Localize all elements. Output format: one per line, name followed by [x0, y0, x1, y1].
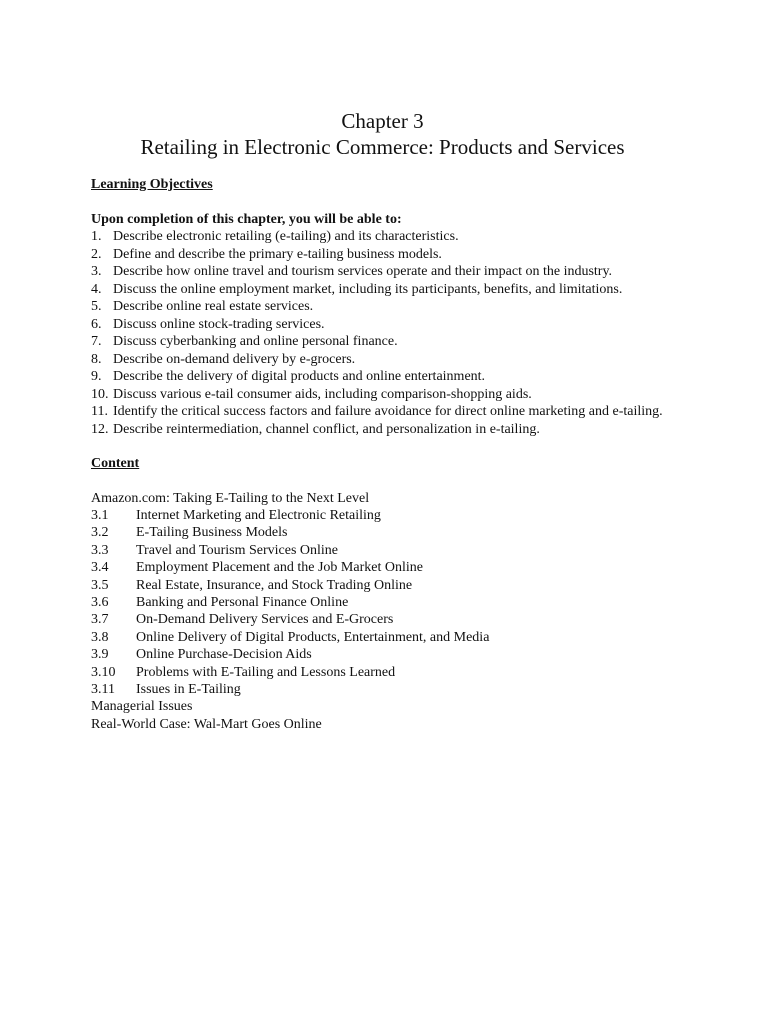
section-title: Internet Marketing and Electronic Retailing: [136, 507, 381, 523]
section-number: 3.2: [91, 525, 109, 541]
section-number: 3.6: [91, 594, 109, 610]
toc-sections: [91, 507, 679, 698]
toc-section-row: [91, 559, 679, 576]
section-title: E-Tailing Business Models: [136, 525, 288, 541]
closing-item: Managerial Issues: [91, 699, 193, 715]
section-number: 3.11: [91, 681, 115, 697]
objective-text: Discuss the online employment market, including its participants, benefits, and limitations.: [113, 281, 623, 297]
objective-text: Describe online real estate services.: [113, 299, 314, 314]
objective-item: [91, 351, 679, 369]
objective-text: Describe how online travel and tourism services operate and their impact on the industry.: [113, 264, 613, 279]
toc-section-row: [91, 611, 679, 628]
section-title: Real Estate, Insurance, and Stock Trading Online: [136, 577, 413, 593]
objective-text: Define and describe the primary e-tailing business models.: [113, 246, 442, 262]
title-block: [86, 108, 679, 160]
opening-case: Amazon.com: Taking E-Tailing to the Next Level: [91, 490, 370, 506]
section-number: 3.8: [91, 629, 109, 645]
content-list: [91, 490, 679, 734]
section-number: 3.10: [91, 664, 116, 680]
section-title: Travel and Tourism Services Online: [136, 542, 338, 558]
objective-number: 11.: [91, 404, 108, 419]
objective-number: 10.: [91, 386, 109, 402]
objective-number: 8.: [91, 351, 102, 367]
toc-section-row: [91, 577, 679, 594]
content-heading: Content: [91, 456, 140, 471]
toc-section-row: [91, 646, 679, 663]
objective-text: Discuss cyberbanking and online personal finance.: [113, 334, 398, 349]
section-number: 3.3: [91, 542, 109, 558]
objective-item: [91, 228, 679, 246]
objective-item: [91, 333, 679, 351]
document-page: [91, 108, 679, 733]
objective-text: Discuss online stock-trading services.: [113, 316, 325, 332]
learning-objectives-heading: Learning Objectives: [91, 177, 213, 192]
objectives-intro: Upon completion of this chapter, you will be able to:: [91, 211, 402, 227]
toc-closing: [91, 698, 679, 733]
objective-number: 3.: [91, 264, 102, 279]
section-title: Problems with E-Tailing and Lessons Learned: [136, 664, 396, 680]
objective-number: 2.: [91, 246, 102, 262]
objective-number: 6.: [91, 316, 102, 332]
chapter-number: Chapter 3: [341, 109, 424, 133]
objective-number: 7.: [91, 334, 102, 349]
section-title: Online Delivery of Digital Products, Entertainment, and Media: [136, 629, 490, 645]
objective-text: Describe the delivery of digital products and online entertainment.: [113, 369, 486, 384]
objective-text: Discuss various e-tail consumer aids, including comparison-shopping aids.: [113, 386, 532, 402]
toc-section-row: [91, 681, 679, 698]
objective-text: Describe reintermediation, channel conflict, and personalization in e-tailing.: [113, 421, 540, 437]
toc-section-row: [91, 594, 679, 611]
objective-item: [91, 368, 679, 386]
objective-item: [91, 386, 679, 404]
objectives-list: [91, 228, 679, 438]
closing-item: Real-World Case: Wal-Mart Goes Online: [91, 716, 322, 732]
section-number: 3.1: [91, 507, 109, 523]
section-title: Banking and Personal Finance Online: [136, 594, 349, 610]
section-number: 3.4: [91, 560, 109, 576]
objective-item: [91, 246, 679, 264]
objective-number: 9.: [91, 369, 102, 384]
toc-section-row: [91, 507, 679, 524]
objective-item: [91, 316, 679, 334]
objective-item: [91, 421, 679, 439]
objective-item: [91, 298, 679, 316]
section-number: 3.9: [91, 647, 109, 663]
toc-section-row: [91, 629, 679, 646]
section-title: Online Purchase-Decision Aids: [136, 647, 312, 663]
objective-item: [91, 263, 679, 281]
objective-item: [91, 281, 679, 299]
section-title: Employment Placement and the Job Market Online: [136, 560, 423, 576]
objective-number: 12.: [91, 421, 109, 437]
objective-number: 1.: [91, 229, 102, 244]
chapter-title: Retailing in Electronic Commerce: Products and Services: [140, 135, 625, 159]
section-number: 3.7: [91, 612, 109, 628]
objective-text: Identify the critical success factors and failure avoidance for direct online marketing and e-tailing.: [113, 404, 663, 419]
toc-section-row: [91, 542, 679, 559]
toc-section-row: [91, 524, 679, 541]
objective-text: Describe on-demand delivery by e-grocers.: [113, 351, 356, 367]
objective-item: [91, 403, 679, 421]
objective-number: 5.: [91, 299, 102, 314]
section-title: On-Demand Delivery Services and E-Grocers: [136, 612, 394, 628]
objective-text: Describe electronic retailing (e-tailing) and its characteristics.: [113, 229, 459, 244]
toc-section-row: [91, 664, 679, 681]
objective-number: 4.: [91, 281, 102, 297]
section-title: Issues in E-Tailing: [136, 681, 241, 697]
section-number: 3.5: [91, 577, 109, 593]
